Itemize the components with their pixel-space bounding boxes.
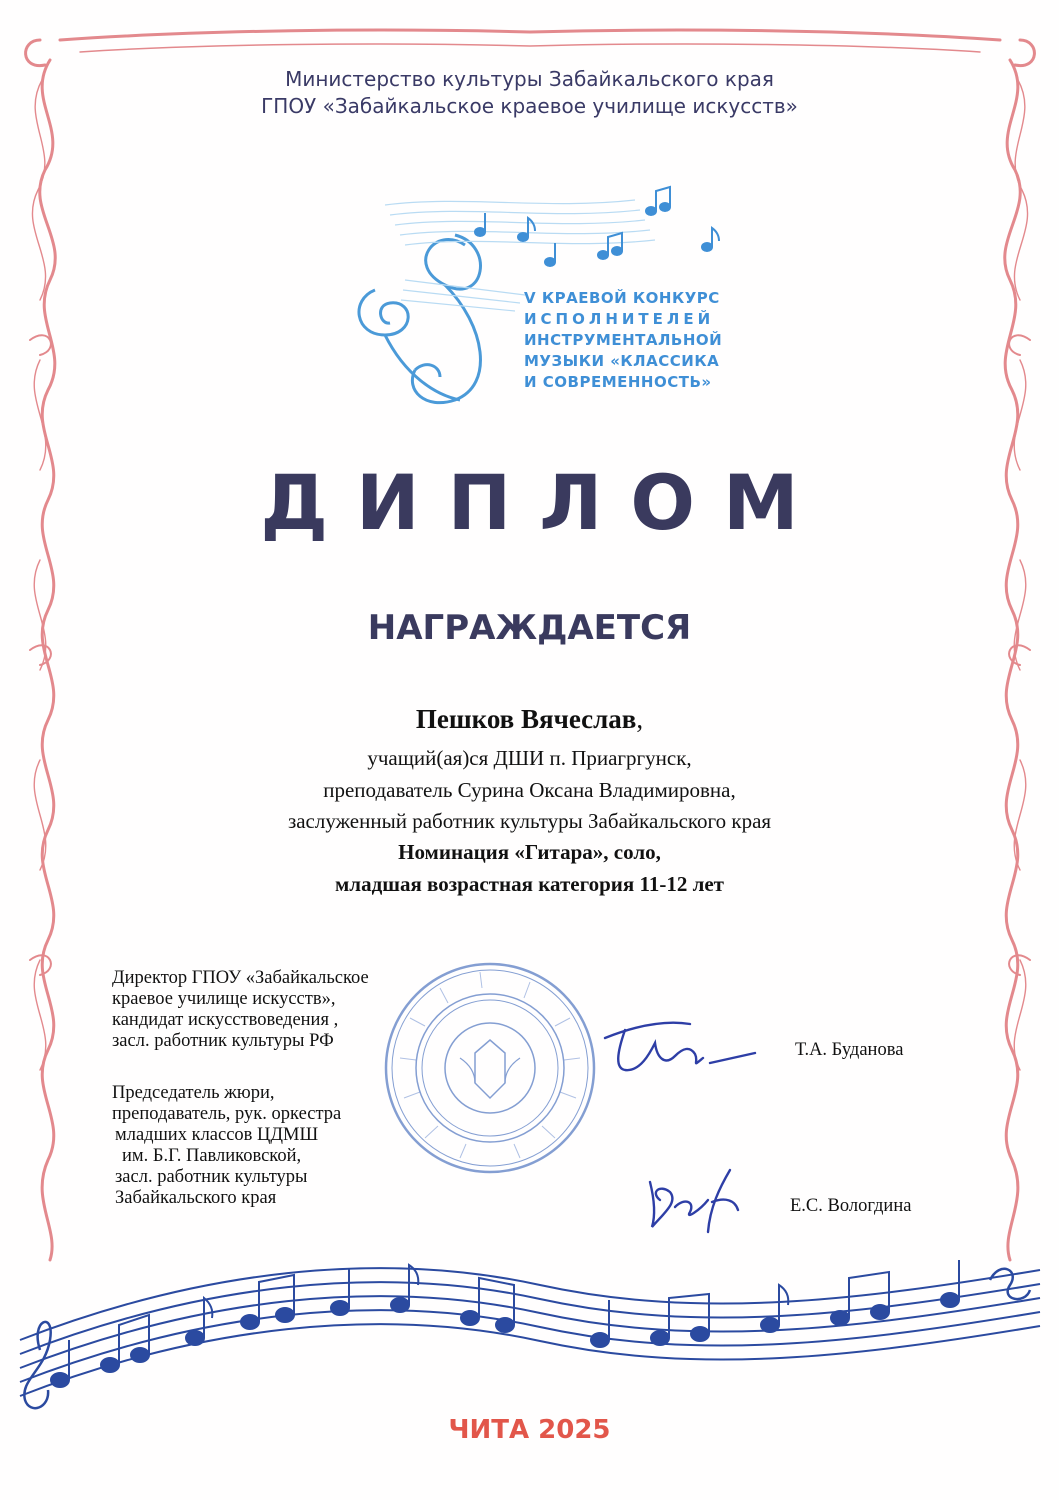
- ministry-name: Министерство культуры Забайкальского края: [285, 67, 774, 91]
- music-staff-decoration: [0, 1230, 1059, 1420]
- director-credential-line: краевое училище искусств»,: [112, 989, 336, 1009]
- jury-credential-line: засл. работник культуры: [115, 1167, 308, 1187]
- awarded-label: НАГРАЖДАЕТСЯ: [367, 608, 692, 648]
- director-signature: [595, 1008, 765, 1083]
- jury-credential-line: преподаватель, рук. оркестра: [112, 1104, 342, 1124]
- official-seal-icon: [380, 958, 600, 1178]
- jury-credential-line: младших классов ЦДМШ: [115, 1125, 319, 1145]
- jury-credential-line: Председатель жюри,: [112, 1083, 275, 1103]
- age-category: младшая возрастная категория 11-12 лет: [335, 872, 724, 896]
- recipient-name-suffix: ,: [636, 704, 644, 734]
- recipient-teacher: преподаватель Сурина Оксана Владимировна,: [323, 778, 736, 802]
- director-credential-line: Директор ГПОУ «Забайкальское: [112, 968, 369, 988]
- city-year: ЧИТА 2025: [448, 1415, 611, 1445]
- contest-title-line: ИНСТРУМЕНТАЛЬНОЙ: [524, 331, 723, 349]
- nomination: Номинация «Гитара», соло,: [398, 840, 661, 864]
- director-name: Т.А. Буданова: [795, 1040, 904, 1060]
- jury-credential-line: Забайкальского края: [115, 1188, 277, 1208]
- teacher-title: заслуженный работник культуры Забайкальского края: [287, 809, 772, 833]
- diploma-title: ДИПЛОМ: [260, 458, 827, 547]
- contest-title-line: МУЗЫКИ «КЛАССИКА: [524, 352, 720, 370]
- jury-chair-credentials: [112, 1083, 341, 1209]
- recipient-school: учащий(ая)ся ДШИ п. Приагргунск,: [367, 746, 692, 770]
- recipient-name: [0, 704, 1059, 735]
- contest-title-line: V КРАЕВОЙ КОНКУРС: [524, 289, 720, 307]
- director-credential-line: засл. работник культуры РФ: [112, 1031, 334, 1051]
- contest-title-line: И СОВРЕМЕННОСТЬ»: [524, 373, 712, 391]
- jury-chair-name: Е.С. Вологдина: [790, 1196, 912, 1216]
- contest-title-line: ИСПОЛНИТЕЛЕЙ: [524, 310, 715, 328]
- contest-title: [524, 288, 722, 393]
- director-credential-line: кандидат искусствоведения ,: [112, 1010, 339, 1030]
- school-name: ГПОУ «Забайкальское краевое училище искусств»: [261, 94, 798, 118]
- jury-credential-line: им. Б.Г. Павликовской,: [122, 1146, 302, 1166]
- director-credentials: [112, 968, 369, 1052]
- recipient-name-text: Пешков Вячеслав: [415, 704, 637, 734]
